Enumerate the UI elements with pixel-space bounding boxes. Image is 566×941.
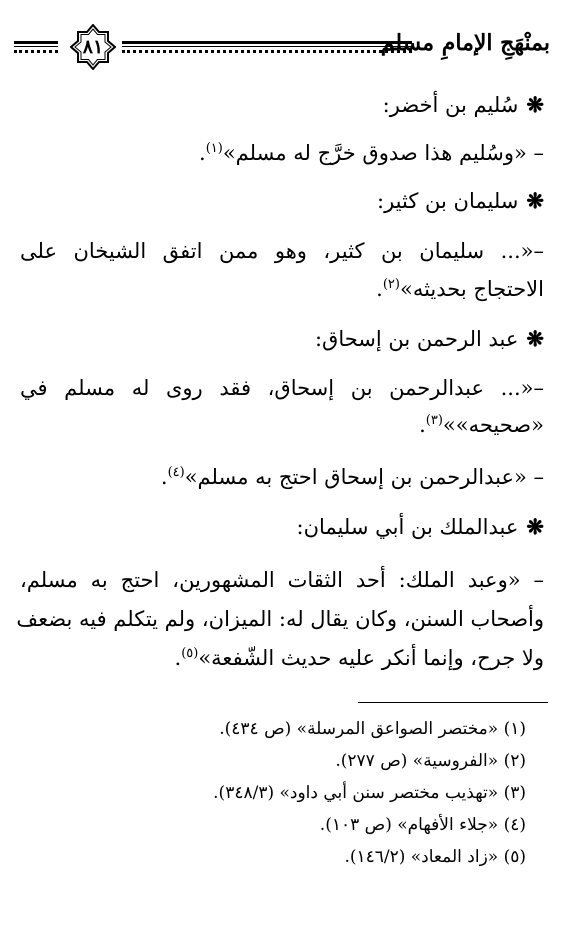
asterism-icon: ❋ (526, 514, 544, 539)
footnote: (٤) «جلاء الأفهام» (ص ١٠٣). (319, 815, 526, 835)
page-number: ٨١ (82, 36, 104, 58)
quote-line: –«... سليمان بن كثير، وهو ممن اتفق الشيخان على (20, 239, 544, 263)
footnote-separator (358, 702, 548, 703)
quote-line: –«... عبدالرحمن بن إسحاق، فقد روى له مسلم في (20, 376, 544, 400)
running-title: بمنْهَجِ الإمامِ مسلم (380, 30, 550, 56)
entry-heading: ❋عبد الرحمن بن إسحاق: (314, 326, 544, 351)
footnote: (٢) «الفروسية» (ص ٢٧٧). (335, 751, 526, 771)
entry-heading: ❋عبدالملك بن أبي سليمان: (296, 514, 544, 539)
quote-line: – «وعبد الملك: أحد الثقات المشهورين، احتج به مسلم، (20, 568, 544, 592)
asterism-icon: ❋ (526, 92, 544, 117)
quote-line: الاحتجاج بحديثه»$^{(٢)}$. (376, 277, 544, 301)
footnote-ref: (١) (205, 141, 223, 156)
quote-line: – «عبدالرحمن بن إسحاق احتج به مسلم»$^{(٤)}$. (160, 465, 544, 489)
asterism-icon: ❋ (526, 188, 544, 213)
footnote-ref: (٤) (167, 465, 185, 480)
quote-line: «صحيحه»»$^{(٣)}$. (419, 413, 544, 437)
footnote-ref: (٣) (425, 413, 443, 428)
entry-heading: ❋سليمان بن كثير: (377, 188, 544, 213)
footnote: (١) «مختصر الصواعق المرسلة» (ص ٤٣٤). (219, 719, 526, 739)
quote-line: وأصحاب السنن، وكان يقال له: الميزان، ولم يتكلم فيه بضعف (16, 607, 544, 631)
entry-heading: ❋سُليم بن أخضر: (382, 92, 544, 117)
header-rule (122, 41, 412, 53)
footnote-ref: (٢) (382, 277, 400, 292)
header-rule-left (14, 41, 58, 53)
quote-line: – «وسُليم هذا صدوق خرَّج له مسلم»$^{(١)}$. (199, 141, 544, 165)
footnote: (٥) «زاد المعاد» (١٤٦/٢). (344, 847, 526, 867)
asterism-icon: ❋ (526, 326, 544, 351)
page-header (14, 24, 554, 70)
quote-line: ولا جرح، وإنما أنكر عليه حديث الشّفعة»$^{(٥)}$. (174, 646, 544, 670)
footnote: (٣) «تهذيب مختصر سنن أبي داود» (٣٤٨/٣). (213, 783, 526, 803)
footnote-ref: (٥) (181, 646, 199, 661)
